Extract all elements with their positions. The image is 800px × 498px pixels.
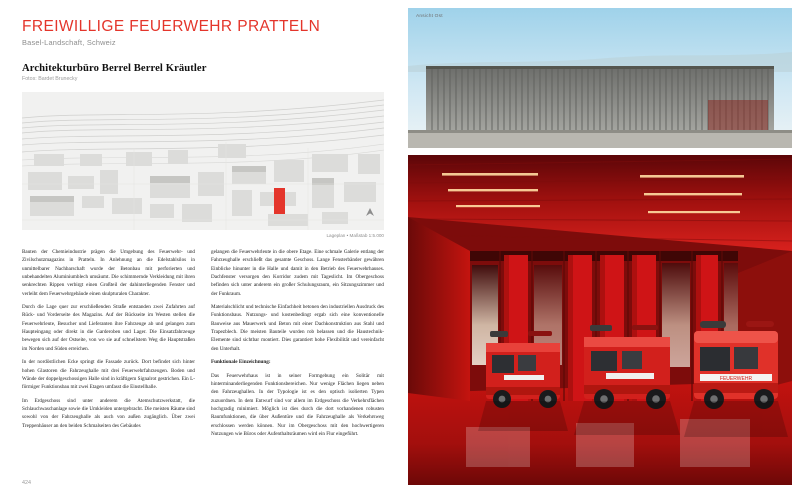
body-column-1 — [22, 248, 195, 443]
body-column-2 — [211, 248, 384, 443]
paragraph: Materialschlicht und technische Einfachheit betonen den industriellen Ausdruck des Funktionsbaus. Nutzungs- und kostenbedingt ergab sich eine konventionelle Bauweise aus Mauerwerk und Beton mit einer Dachkonstruktion aus Stahl und Trapezblech. Die meisten Bauteile wurden rob belassen und die Haustechnik-Elemente sind sichtbar montiert. Dies garantiert hohe Flexibilität und vereinfacht den Unterhalt. — [211, 304, 384, 352]
photo-caption-top: Ansicht Ost — [416, 14, 443, 19]
paragraph: Im Erdgeschoss sind unter anderem die Atemschutzwerkstatt, die Schlauchwaschanlage sowie die Umkleiden untergebracht. Die meisten Räume sind sowohl von der Fahrzeughalle als auch von außen zugänglich. Über zwei Treppenhäuser an den beiden Schmalseiten des Gebäudes — [22, 397, 195, 429]
site-plan-drawing — [22, 92, 384, 230]
page-subtitle: Basel-Landschaft, Schweiz — [22, 38, 116, 48]
body-columns — [22, 248, 384, 443]
site-plan-svg — [22, 92, 384, 230]
highlighted-building — [274, 188, 285, 214]
photo-credit: Fotos: Bardet Brunecky — [22, 76, 78, 83]
exterior-photo-svg — [408, 8, 792, 148]
paragraph: In der nordöstlichen Ecke springt die Fassade zurück. Dort befindet sich hinter hohen Glastoren die Fahrzeughalle mit drei Feuerwehrfahrzeugen. Boden und Wände der doppelgeschossigen Halle sind in kräftigem Signalrot gestrichen. Ein L-förmiger Funktionsbau mit zwei Etagen umfasst die Einstellhalle. — [22, 359, 195, 391]
page-title: FREIWILLIGE FEUERWEHR PRATTELN — [22, 18, 321, 35]
section-heading: Funktionale Einzeichnung: — [211, 359, 271, 366]
paragraph: Bauten der Chemieindustrie prägen die Umgebung des Feuerwehr- und Zivilschutzmagazins in Pratteln. In Anlehnung an die Edelstahlsilos in unmittelbarer Nachbarschaft wurde der Betonbau mit perforierten und unbehandelten Aluminiumblech umsäumt. Die schimmernde Verkleidung mit ihren senkrechten Rippen verbirgt einen Großteil der dahinterliegenden Fenster und verleiht dem Feuerwehrgebäude einen skulpturalen Charakter. — [22, 249, 195, 297]
fire-engine-center — [584, 325, 670, 409]
vehicle-lettering: FEUERWEHR — [719, 376, 753, 383]
apparatus-bay-svg — [408, 155, 792, 485]
fire-station-apparatus-bay-photo — [408, 155, 792, 485]
paragraph: Durch die Lage quer zur erschließenden Straße entstanden zwei Zufahrten auf Rück- und Vorderseite des Magazins. Auf der Rückseite im Westen stellen die Feuerwehrleute, Besucher und Lieferanten ihre Fahrzeuge ab und gelangen zum Haupteingang oder direkt in die Garderoben und Lager. Die Einsatzfahrzeuge bewegen sich auf der Ostseite, von wo sie auf schnellstem Weg die Hauptstraßen im Norden und Süden erreichen. — [22, 304, 195, 352]
plan-caption: Lageplan • Maßstab 1:5.000 — [326, 233, 384, 239]
architect-name: Architekturbüro Berrel Berrel Kräutler — [22, 63, 207, 75]
exterior-view-east-photo — [408, 8, 792, 148]
page-number: 424 — [22, 480, 31, 486]
command-van-right — [694, 321, 778, 409]
paragraph: Das Feuerwehrhaus ist in seiner Formgebung ein Solitär mit hinterminanderliegenden Funktionsbereichen. Nur wenige Flächen liegen neben den Fahrzeughallen. In der Typologie ist es den optisch isolierten Typen zuzuordnen. In dem Entwurf sind vor allem im Erdgeschoss die Verkehrsflächen hochgradig minimiert. Möglich ist dies durch die dort vorhandenen robusten Raumfunktionen, die über Außentüre und die Fahrzeughalle als Verkehrsweg erschlossen werden können. Nur im Obergeschoss mit den hochwertigeren Nutzungen wie Büros oder Aufenthaltsräumen wird ein Flur eingeführt. — [211, 372, 384, 437]
right-page — [400, 0, 800, 498]
paragraph: gelangen die Feuerwehrleute in die obere Etage. Eine schmale Galerie entlang der Fahrzeughalle erschließt das gesamte Geschoss. Lange Fensterbänder gewähren Einblicke hinunter in die Halle und damit in den Betrieb des Feuerwehrhauses. Dachfenster versorgen den Korridor zudem mit Tageslicht. Im Obergeschoss befinden sich unter anderem ein großer Schulungsraum, ein Sitzungszimmer und der Funkraum. — [211, 249, 384, 297]
